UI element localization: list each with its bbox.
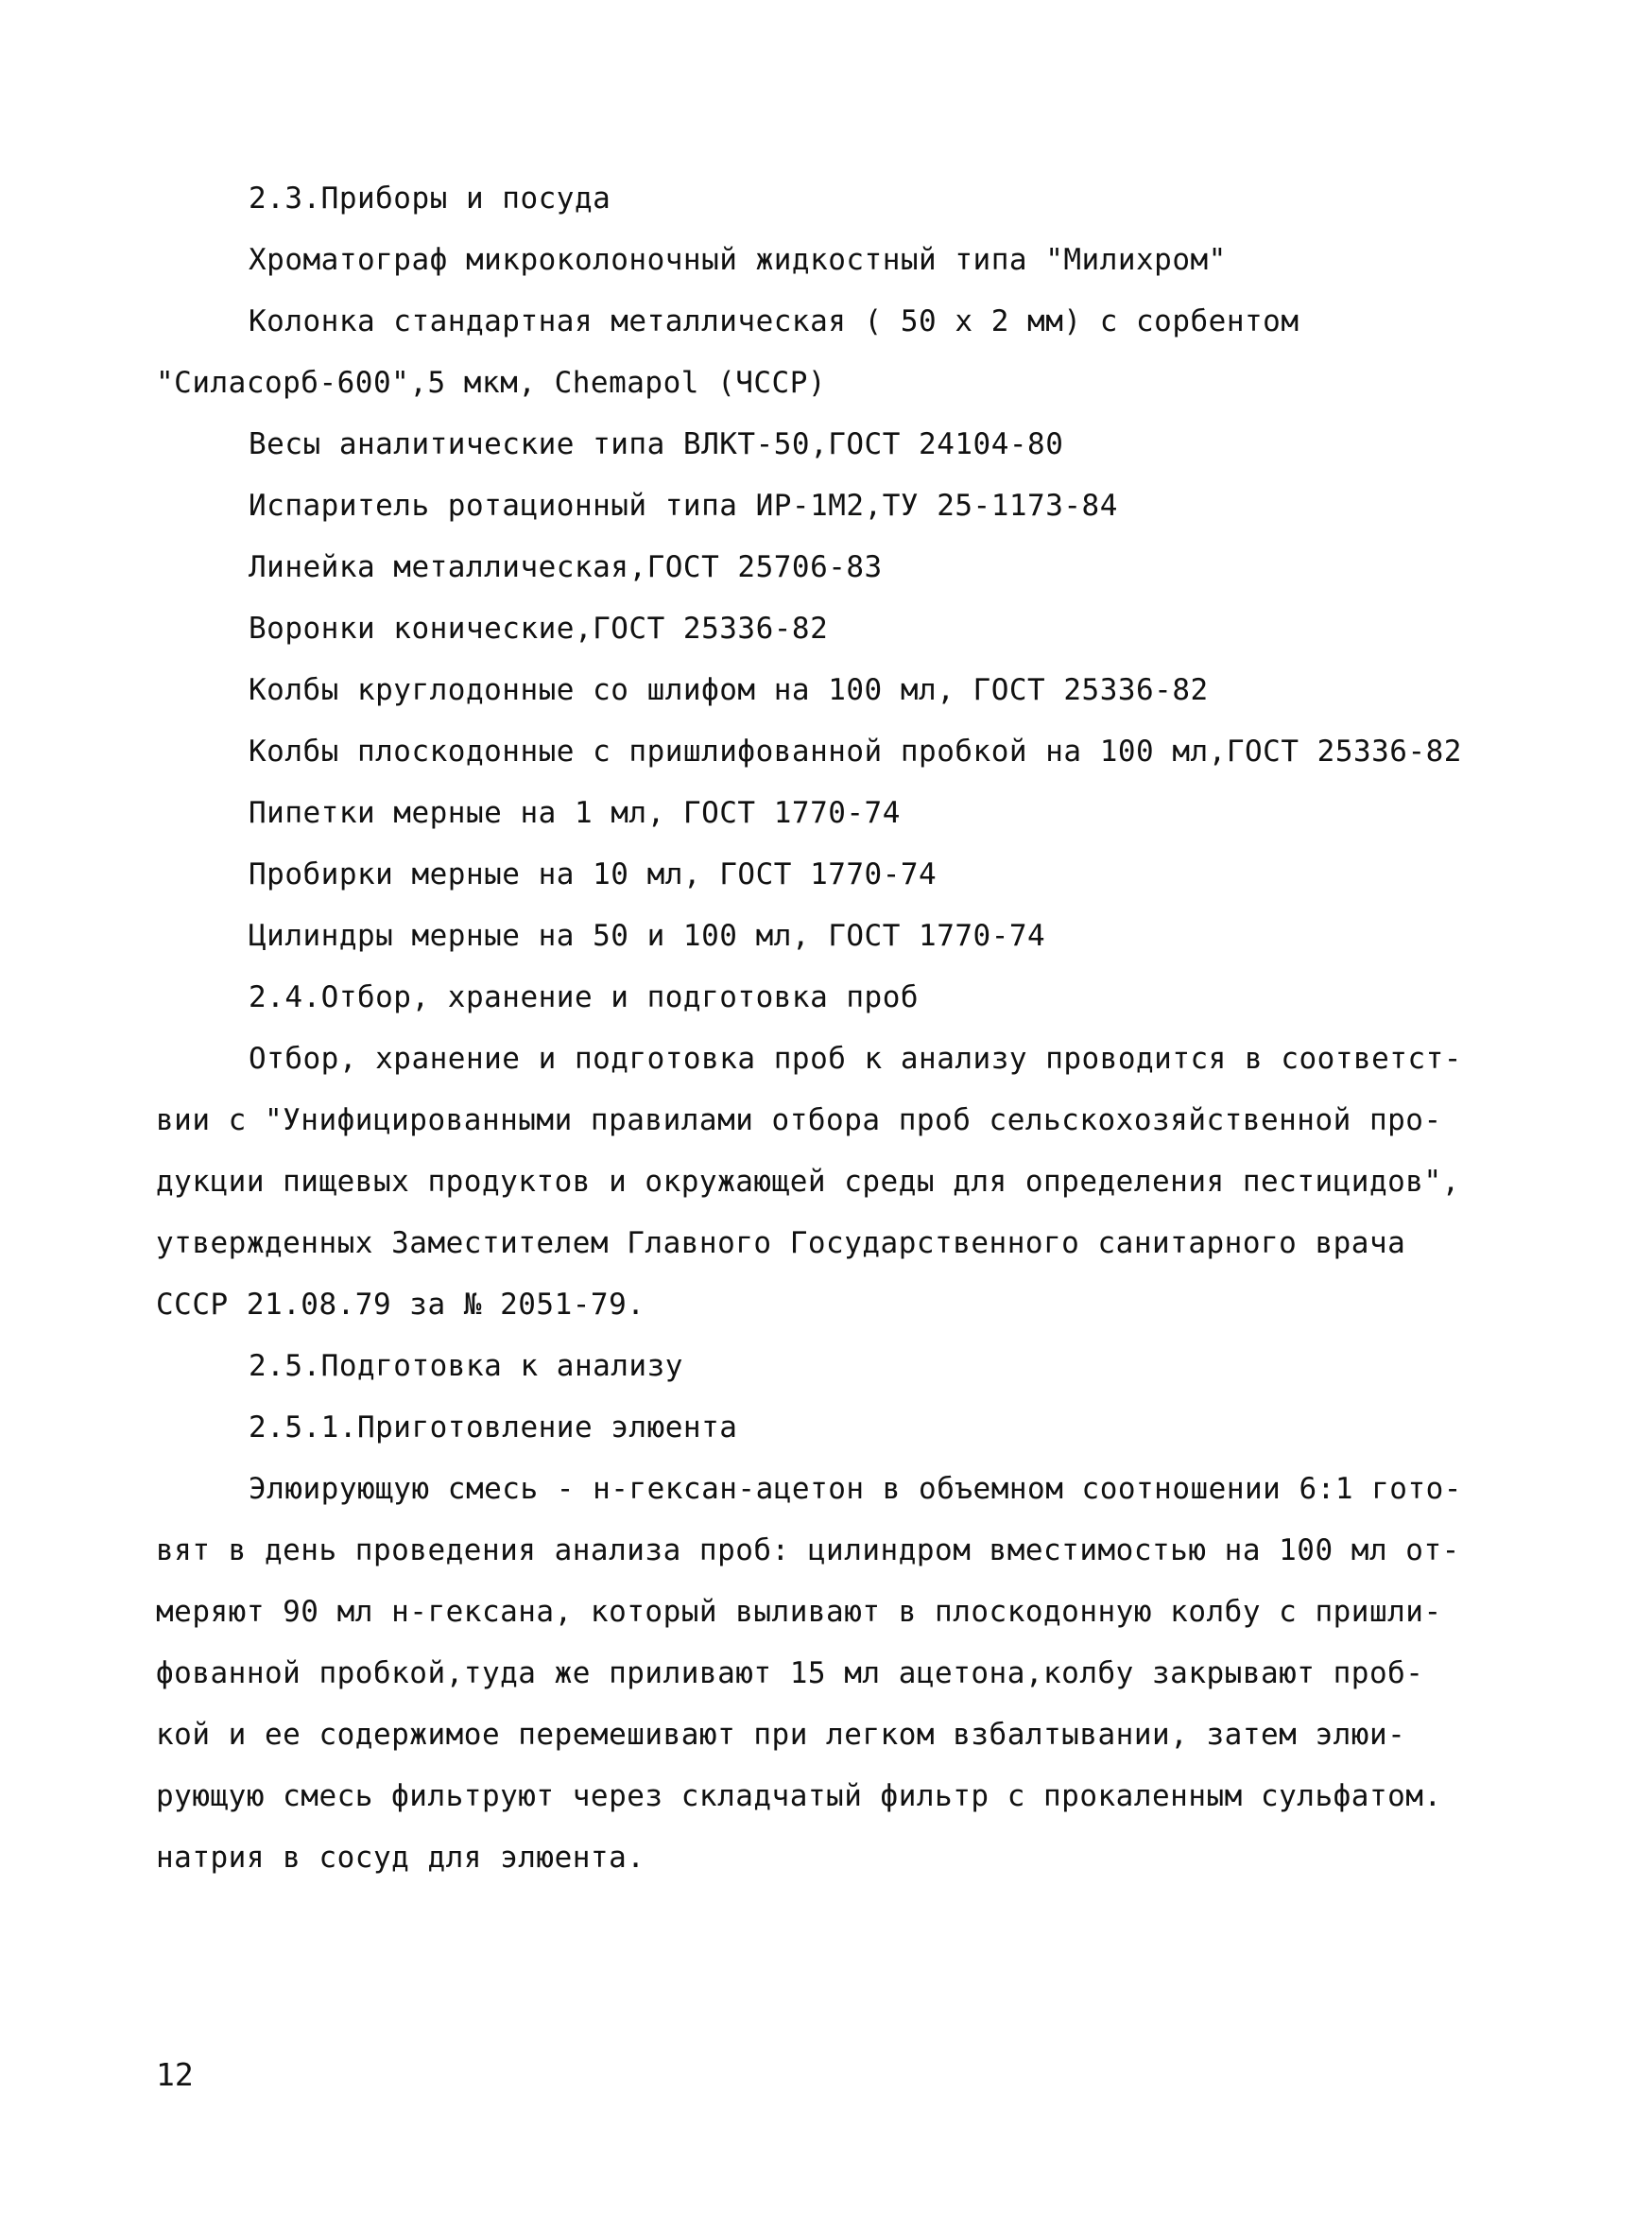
paragraph-line: дукции пищевых продуктов и окружающей среды для определения пестицидов", (156, 1165, 1460, 1199)
paragraph-line: фованной пробкой,туда же приливают 15 мл ацетона,колбу закрывают проб- (156, 1656, 1424, 1690)
equipment-item: Колбы плоскодонные с пришлифованной пробкой на 100 мл,ГОСТ 25336-82 (249, 735, 1462, 769)
section-heading-2-4: 2.4.Отбор, хранение и подготовка проб (249, 980, 920, 1014)
paragraph-line: кой и ее содержимое перемешивают при легком взбалтывании, затем элюи- (156, 1718, 1406, 1752)
equipment-item: Линейка металлическая,ГОСТ 25706-83 (249, 550, 883, 584)
equipment-item: Колонка стандартная металлическая ( 50 х 2 мм) с сорбентом (249, 304, 1299, 338)
paragraph-line: Отбор, хранение и подготовка проб к анализу проводится в соответст- (249, 1042, 1462, 1076)
paragraph-line: вии с "Унифицированными правилами отбора проб сельскохозяйственной про- (156, 1103, 1442, 1137)
paragraph-line: меряют 90 мл н-гексана, который выливают в плоскодонную колбу с пришли- (156, 1595, 1442, 1629)
equipment-item: Хроматограф микроколоночный жидкостный типа "Милихром" (249, 243, 1227, 277)
page-number: 12 (156, 2056, 194, 2093)
equipment-item: Колбы круглодонные со шлифом на 100 мл, ГОСТ 25336-82 (249, 673, 1209, 707)
section-heading-2-5: 2.5.Подготовка к анализу (249, 1349, 683, 1383)
section-heading-2-5-1: 2.5.1.Приготовление элюента (249, 1410, 738, 1445)
equipment-item: Весы аналитические типа ВЛКТ-50,ГОСТ 24104-80 (249, 427, 1064, 461)
paragraph-line: утвержденных Заместителем Главного Государственного санитарного врача (156, 1226, 1406, 1260)
paragraph-line: вят в день проведения анализа проб: цилиндром вместимостью на 100 мл от- (156, 1533, 1460, 1567)
paragraph-line: натрия в сосуд для элюента. (156, 1841, 645, 1875)
equipment-item: Испаритель ротационный типа ИР-1М2,ТУ 25-1173-84 (249, 489, 1118, 523)
paragraph-line: Элюирующую смесь - н-гексан-ацетон в объемном соотношении 6:1 гото- (249, 1472, 1462, 1506)
equipment-item-continuation: "Силасорб-600",5 мкм, Chemapol (ЧССР) (156, 366, 827, 400)
equipment-item: Воронки конические,ГОСТ 25336-82 (249, 612, 829, 646)
equipment-item: Пробирки мерные на 10 мл, ГОСТ 1770-74 (249, 857, 938, 891)
section-heading-2-3: 2.3.Приборы и посуда (249, 182, 611, 216)
equipment-item: Цилиндры мерные на 50 и 100 мл, ГОСТ 1770-74 (249, 919, 1046, 953)
paragraph-line: СССР 21.08.79 за № 2051-79. (156, 1288, 645, 1322)
equipment-item: Пипетки мерные на 1 мл, ГОСТ 1770-74 (249, 796, 901, 830)
paragraph-line: рующую смесь фильтруют через складчатый фильтр с прокаленным сульфатом. (156, 1779, 1442, 1813)
